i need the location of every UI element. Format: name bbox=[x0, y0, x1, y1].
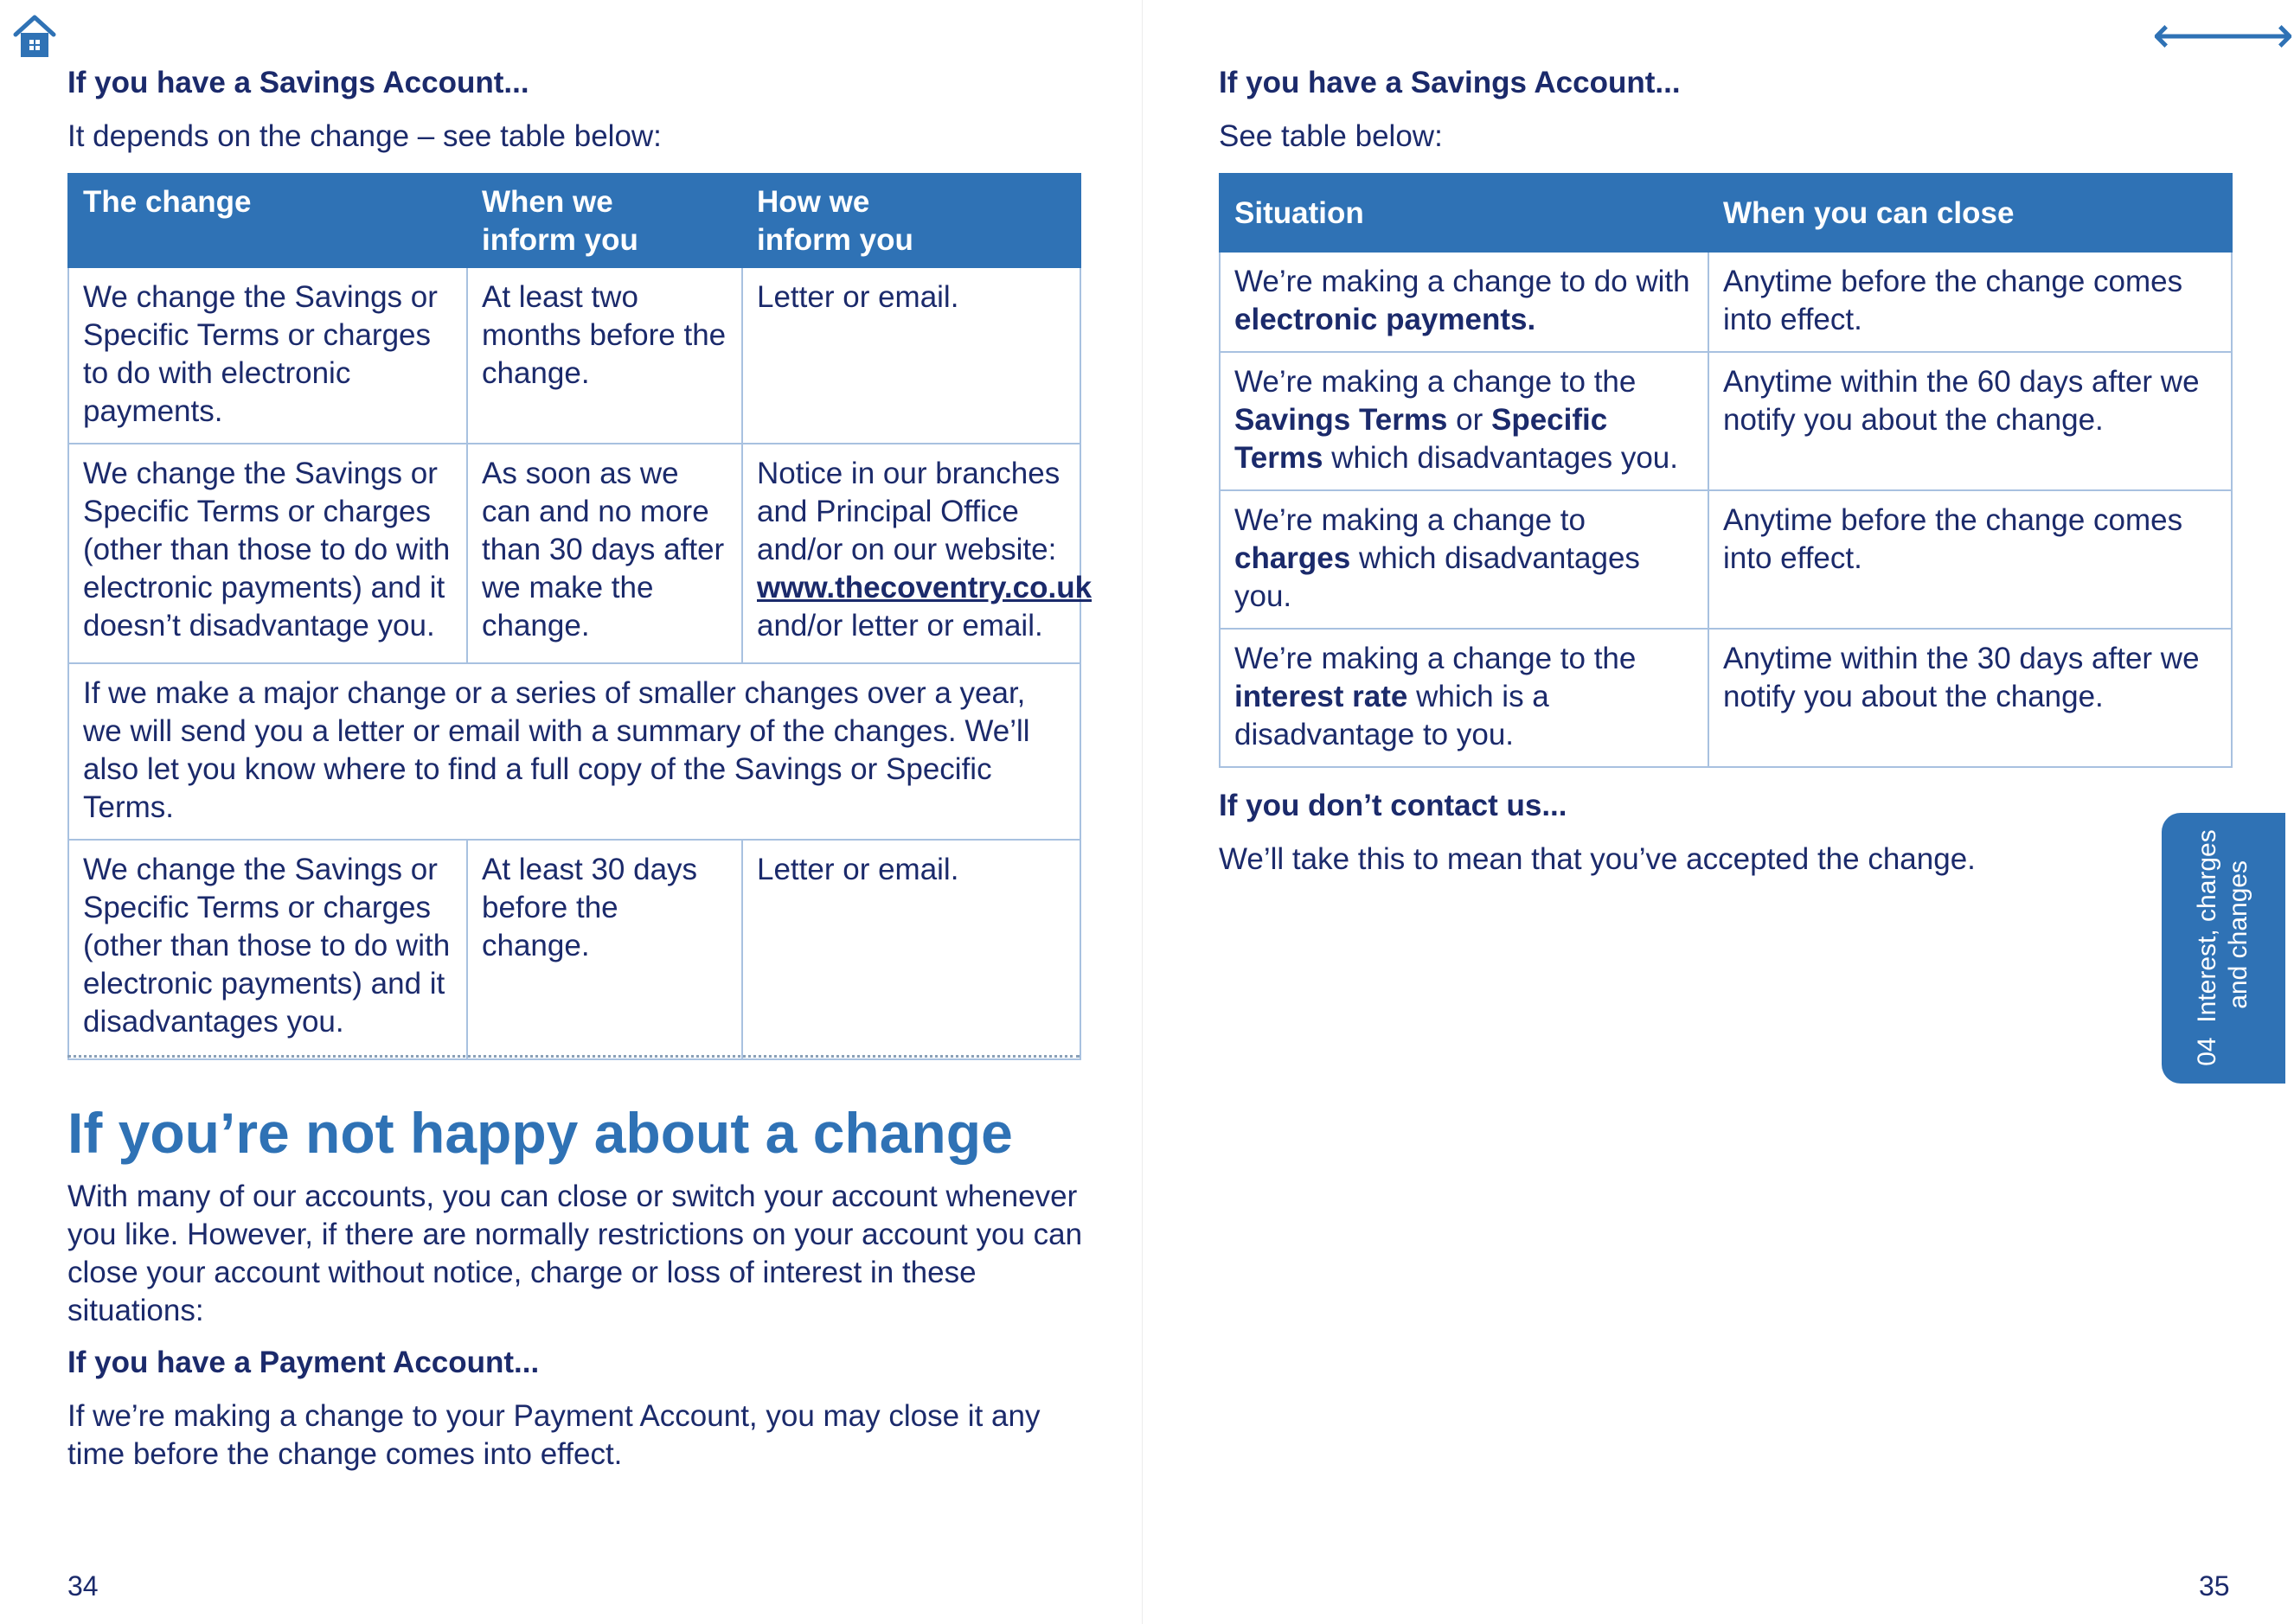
table-row bbox=[68, 267, 1080, 444]
table-cell: Anytime before the change comes into effect. bbox=[1708, 490, 2232, 629]
cell-text: which disadvantages you. bbox=[1323, 441, 1679, 475]
table-cell: Letter or email. bbox=[742, 840, 1080, 1059]
change-notice-table bbox=[67, 173, 1093, 1060]
table-cell: Anytime within the 30 days after we notify you about the change. bbox=[1708, 629, 2232, 767]
table-header-row bbox=[68, 174, 1080, 267]
page-number-left: 34 bbox=[67, 1570, 99, 1602]
arrow-right-icon[interactable]: ⟶ bbox=[2220, 6, 2294, 64]
chapter-title-line1: Interest, charges bbox=[2193, 829, 2221, 1023]
table-cell: Letter or email. bbox=[742, 267, 1080, 444]
column-header: How we inform you bbox=[742, 174, 1080, 267]
table-cell bbox=[1220, 490, 1708, 629]
savings-intro-right: See table below: bbox=[1219, 119, 1443, 153]
payment-heading: If you have a Payment Account... bbox=[67, 1346, 540, 1379]
column-header: The change bbox=[68, 174, 467, 267]
cell-text: We’re making a change to bbox=[1234, 503, 1586, 537]
table-row bbox=[68, 444, 1080, 663]
cell-bold: charges bbox=[1234, 541, 1351, 575]
home-icon[interactable] bbox=[12, 12, 57, 61]
contact-heading: If you don’t contact us... bbox=[1219, 789, 1567, 822]
left-page bbox=[67, 64, 1093, 1060]
cell-text: or bbox=[1447, 403, 1491, 437]
chapter-number: 04 bbox=[2193, 1037, 2221, 1066]
table-row bbox=[68, 840, 1080, 1059]
chapter-tab-label bbox=[2192, 829, 2254, 1066]
table-row bbox=[1220, 490, 2232, 629]
table-cell: Anytime within the 60 days after we notify you about the change. bbox=[1708, 352, 2232, 490]
table-cell: We change the Savings or Specific Terms or charges to do with electronic payments. bbox=[68, 267, 467, 444]
chapter-tab[interactable] bbox=[2162, 813, 2285, 1084]
right-page bbox=[1219, 64, 2231, 879]
contact-body: We’ll take this to mean that you’ve accepted the change. bbox=[1219, 842, 1976, 876]
column-header: When we inform you bbox=[467, 174, 742, 267]
savings-heading-right: If you have a Savings Account... bbox=[1219, 66, 1681, 99]
closing-table bbox=[1219, 173, 2233, 768]
table-row bbox=[1220, 352, 2232, 490]
cell-bold: interest rate bbox=[1234, 680, 1408, 713]
chapter-title-line2: and changes bbox=[2224, 860, 2252, 1009]
table-cell: At least two months before the change. bbox=[467, 267, 742, 444]
arrow-left-icon[interactable]: ⟵ bbox=[2152, 6, 2227, 64]
table-header-row bbox=[1220, 174, 2232, 252]
cell-bold: Specific Terms bbox=[1234, 403, 1608, 475]
column-header: Situation bbox=[1220, 174, 1708, 252]
cell-text: We’re making a change to the bbox=[1234, 642, 1637, 675]
table-cell bbox=[742, 444, 1093, 663]
table-cell: As soon as we can and no more than 30 days after we make the change. bbox=[467, 444, 742, 663]
section-body: With many of our accounts, you can close or switch your account whenever you like. However, if there are normally restrictions on your account you can close your account without notice, charge or loss of interest in these situations: bbox=[67, 1180, 1083, 1327]
notice-text-end: and/or letter or email. bbox=[757, 609, 1043, 643]
table-row bbox=[1220, 252, 2232, 352]
savings-heading: If you have a Savings Account... bbox=[67, 66, 529, 99]
cell-bold: Savings Terms bbox=[1234, 403, 1448, 437]
cell-text: We’re making a change to do with bbox=[1234, 265, 1690, 298]
website-link[interactable]: www.thecoventry.co.uk bbox=[757, 571, 1093, 604]
cell-text: which is a disadvantage to you. bbox=[1234, 680, 1549, 751]
table-cell bbox=[1220, 352, 1708, 490]
table-cell bbox=[1220, 629, 1708, 767]
table-note: If we make a major change or a series of smaller changes over a year, we will send you a letter or email with a summary of the changes. We’ll also let you know where to find a full copy of the Savings or Specific Terms. bbox=[68, 663, 1080, 840]
column-header: When you can close bbox=[1708, 174, 2232, 252]
notice-text: Notice in our branches and Principal Office and/or on our website: bbox=[757, 457, 1060, 566]
table-cell: We change the Savings or Specific Terms or charges (other than those to do with electronic payments) and it doesn’t disadvantage you. bbox=[68, 444, 467, 663]
cell-text: which disadvantages you. bbox=[1234, 541, 1640, 613]
section-title: If you’re not happy about a change bbox=[67, 1101, 1013, 1165]
table-cell: Anytime before the change comes into effect. bbox=[1708, 252, 2232, 352]
cell-text: We’re making a change to the bbox=[1234, 365, 1637, 399]
page-number-right: 35 bbox=[2199, 1570, 2230, 1602]
table-row bbox=[1220, 629, 2232, 767]
table-cell: At least 30 days before the change. bbox=[467, 840, 742, 1059]
table-cell bbox=[1220, 252, 1708, 352]
page-spine bbox=[1142, 0, 1143, 1624]
unhappy-section bbox=[67, 1100, 1088, 1474]
table-note-row bbox=[68, 663, 1080, 840]
cell-bold: electronic payments. bbox=[1234, 303, 1536, 336]
savings-intro: It depends on the change – see table below: bbox=[67, 119, 662, 153]
table-cell: We change the Savings or Specific Terms or charges (other than those to do with electronic payments) and it disadvantages you. bbox=[68, 840, 467, 1059]
payment-body: If we’re making a change to your Payment Account, you may close it any time before the change comes into effect. bbox=[67, 1399, 1041, 1471]
section-divider bbox=[67, 1055, 1080, 1058]
